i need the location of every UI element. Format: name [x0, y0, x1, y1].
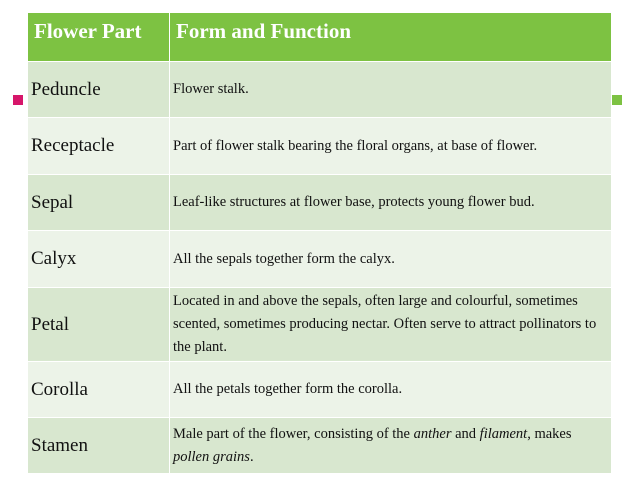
green-accent-square	[612, 95, 622, 105]
term-filament: filament	[479, 425, 528, 442]
header-flower-part: Flower Part	[28, 13, 170, 62]
term-anther: anther	[413, 425, 452, 442]
cell-function: All the sepals together form the calyx.	[170, 231, 612, 288]
flower-parts-table	[27, 12, 612, 474]
cell-function	[170, 418, 612, 474]
function-text: , makes	[527, 425, 572, 442]
table-row-sepal	[28, 175, 612, 231]
header-form-and-function: Form and Function	[170, 13, 612, 62]
cell-part-name: Petal	[28, 288, 170, 362]
cell-function: Located in and above the sepals, often large and colourful, sometimes scented, sometimes producing nectar. Often serve to attract pollinators to the plant.	[170, 288, 612, 362]
function-text: and	[451, 425, 480, 442]
cell-function: Part of flower stalk bearing the floral organs, at base of flower.	[170, 118, 612, 175]
table-row-corolla	[28, 362, 612, 418]
table-row-peduncle	[28, 62, 612, 118]
cell-part-name: Peduncle	[28, 62, 170, 118]
cell-part-name: Stamen	[28, 418, 170, 474]
cell-part-name: Calyx	[28, 231, 170, 288]
cell-part-name: Receptacle	[28, 118, 170, 175]
cell-function: Leaf-like structures at flower base, protects young flower bud.	[170, 175, 612, 231]
table-row-calyx	[28, 231, 612, 288]
table-row-petal	[28, 288, 612, 362]
cell-part-name: Sepal	[28, 175, 170, 231]
term-pollen-grains: pollen grains	[173, 448, 250, 465]
table-row-receptacle	[28, 118, 612, 175]
cell-function: Flower stalk.	[170, 62, 612, 118]
pink-accent-square	[13, 95, 23, 105]
table-row-stamen	[28, 418, 612, 474]
table-header-row	[28, 13, 612, 62]
cell-function: All the petals together form the corolla.	[170, 362, 612, 418]
cell-part-name: Corolla	[28, 362, 170, 418]
function-text: .	[249, 448, 254, 465]
function-text: Male part of the flower, consisting of the	[173, 425, 414, 442]
